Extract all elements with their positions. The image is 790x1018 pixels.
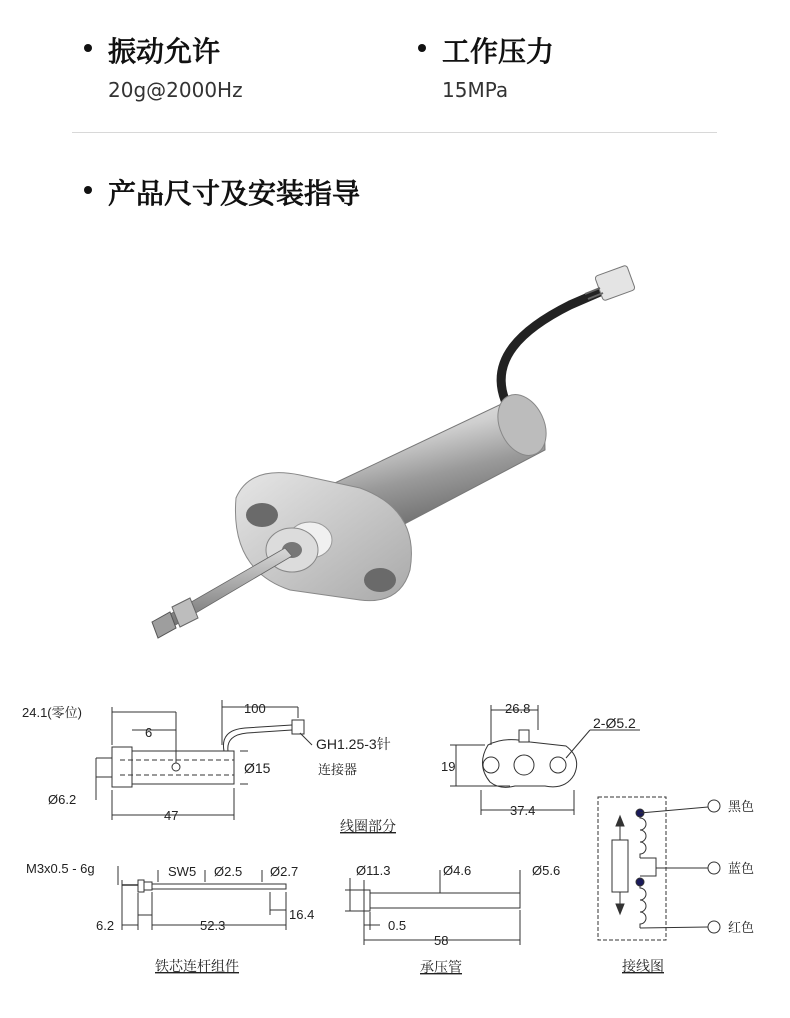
coil-caption: 线圈部分 — [340, 818, 396, 834]
plunger-rod — [152, 548, 292, 638]
spec-title: 工作压力 — [442, 35, 555, 68]
tube-drawing — [345, 870, 520, 945]
dia-11-3-label: Ø11.3 — [356, 863, 391, 878]
connector-label: GH1.25-3针 — [316, 736, 391, 752]
section-heading — [84, 172, 684, 212]
spec-vibration — [84, 30, 384, 110]
dim-6-label: 6 — [145, 725, 153, 740]
dimension-drawings — [0, 680, 790, 1018]
dia-4-6-label: Ø4.6 — [443, 863, 472, 878]
bullet-dot — [418, 44, 426, 52]
dia-2-5-label: Ø2.5 — [214, 864, 243, 879]
dim-19-label: 19 — [441, 759, 456, 774]
spec-value: 15MPa — [442, 78, 509, 102]
dim-58-label: 58 — [434, 933, 449, 948]
dim-47-label: 47 — [164, 808, 179, 823]
dim-26-8-label: 26.8 — [505, 701, 531, 716]
tube-caption: 承压管 — [420, 959, 462, 975]
spec-value: 20g@2000Hz — [108, 78, 243, 102]
connector-sub-label: 连接器 — [318, 762, 358, 777]
dia-15-label: Ø15 — [244, 760, 271, 776]
dia-6-2-label: Ø6.2 — [48, 792, 77, 807]
product-image — [0, 250, 790, 670]
spec-title: 振动允许 — [108, 35, 221, 68]
dia-2-7-label: Ø2.7 — [270, 864, 299, 879]
wiring-caption: 接线图 — [622, 958, 664, 974]
cable — [501, 292, 600, 400]
dim-0-5-label: 0.5 — [388, 918, 407, 933]
dim-zero-label: 24.1(零位) — [22, 705, 82, 720]
dim-16-4-label: 16.4 — [289, 907, 315, 922]
dim-6-2-label: 6.2 — [96, 918, 115, 933]
dim-52-3-label: 52.3 — [200, 918, 226, 933]
wire-red-label: 红色 — [728, 920, 755, 935]
wire-black-label: 黑色 — [728, 799, 755, 814]
dia-5-6-label: Ø5.6 — [532, 863, 561, 878]
thread-label: M3x0.5 - 6g — [26, 861, 95, 876]
divider — [72, 132, 717, 133]
holes-label: 2-Ø5.2 — [593, 715, 636, 731]
bullet-dot — [84, 186, 92, 194]
rod-caption: 铁芯连杆组件 — [155, 958, 239, 974]
sw-label: SW5 — [168, 864, 197, 879]
spec-pressure — [418, 30, 718, 110]
wiring-diagram — [598, 797, 720, 940]
wire-blue-label: 蓝色 — [728, 861, 755, 876]
section-title: 产品尺寸及安装指导 — [108, 177, 361, 210]
coil-drawing — [96, 700, 312, 820]
bullet-dot — [84, 44, 92, 52]
dim-100-label: 100 — [244, 701, 266, 716]
dim-37-4-label: 37.4 — [510, 803, 536, 818]
